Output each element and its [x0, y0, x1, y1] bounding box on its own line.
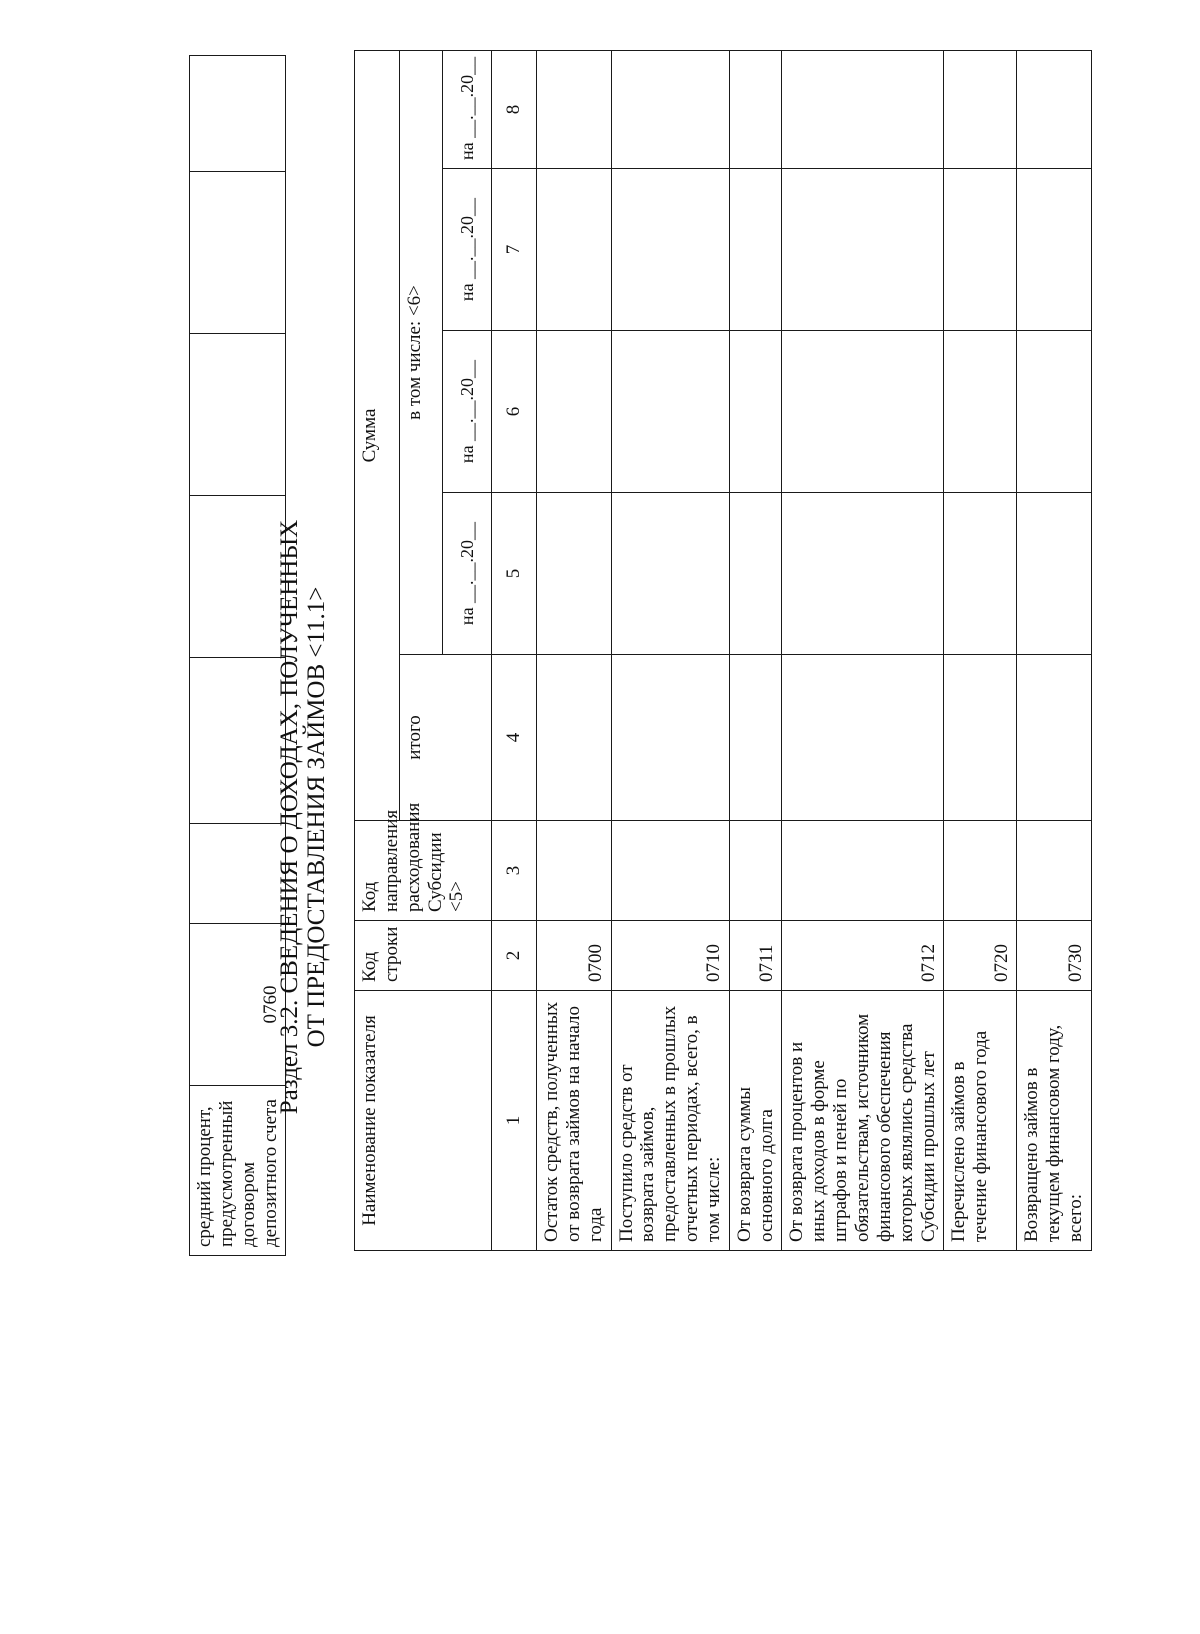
empty-cell [611, 169, 729, 331]
empty-cell [611, 331, 729, 493]
section-title-line1: Раздел 3.2. СВЕДЕНИЯ О ДОХОДАХ, ПОЛУЧЕННЫХ [276, 519, 303, 1115]
empty-cell [537, 169, 612, 331]
row-label: Возвращено займов в текущем финансовом году, всего: [1017, 991, 1092, 1251]
empty-cell [1017, 169, 1092, 331]
deposit-table [189, 55, 286, 1256]
column-number: 2 [492, 921, 537, 991]
empty-cell [729, 169, 782, 331]
header-total: итого [400, 655, 492, 821]
empty-cell [782, 50, 944, 168]
empty-cell [944, 169, 1017, 331]
table-row [729, 50, 782, 1250]
empty-cell [782, 169, 944, 331]
header-date-1: на __.__.20__ [443, 493, 492, 655]
empty-cell [1017, 50, 1092, 168]
header-including: в том числе: <6> [400, 50, 443, 654]
column-number: 1 [492, 991, 537, 1251]
row-code: 0720 [944, 921, 1017, 991]
empty-cell [729, 331, 782, 493]
table-row [537, 50, 612, 1250]
empty-cell [729, 493, 782, 655]
column-number-row [492, 50, 537, 1250]
empty-cell [611, 50, 729, 168]
row-label: Перечислено займов в течение финансового года [944, 991, 1017, 1251]
empty-cell [782, 493, 944, 655]
empty-cell [944, 493, 1017, 655]
empty-cell [537, 655, 612, 821]
empty-cell [729, 655, 782, 821]
empty-cell [611, 655, 729, 821]
empty-cell [729, 821, 782, 921]
empty-cell [537, 331, 612, 493]
table-row [782, 50, 944, 1250]
empty-cell [1017, 655, 1092, 821]
section-title-line2: ОТ ПРЕДОСТАВЛЕНИЯ ЗАЙМОВ <11.1> [303, 586, 330, 1048]
table-row [1017, 50, 1092, 1250]
empty-cell [190, 824, 286, 924]
empty-cell [944, 655, 1017, 821]
column-number: 8 [492, 50, 537, 168]
header-indicator: Наименование показателя [355, 991, 492, 1251]
empty-cell [944, 331, 1017, 493]
row-label: Поступило средств от возврата займов, предоставленных в прошлых отчетных периодах, всего, в том числе: [611, 991, 729, 1251]
row-code: 0710 [611, 921, 729, 991]
empty-cell [190, 334, 286, 496]
column-number: 6 [492, 331, 537, 493]
empty-cell [611, 821, 729, 921]
header-date-4: на __.__.20__ [443, 50, 492, 168]
column-number: 7 [492, 169, 537, 331]
empty-cell [944, 50, 1017, 168]
header-direction-code: Код направления расходования Субсидии <5> [355, 821, 492, 921]
row-code: 0730 [1017, 921, 1092, 991]
empty-cell [190, 56, 286, 172]
deposit-row-code: 0760 [190, 924, 286, 1086]
column-number: 4 [492, 655, 537, 821]
empty-cell [537, 493, 612, 655]
header-date-3: на __.__.20__ [443, 169, 492, 331]
header-row [355, 50, 400, 1250]
row-label: От возврата суммы основного долга [729, 991, 782, 1251]
empty-cell [537, 50, 612, 168]
empty-cell [782, 655, 944, 821]
deposit-row-label: средний процент, предусмотренный договором депозитного счета [190, 1086, 286, 1256]
empty-cell [1017, 331, 1092, 493]
empty-cell [729, 50, 782, 168]
row-code: 0711 [729, 921, 782, 991]
table-row [190, 56, 286, 1256]
empty-cell [1017, 821, 1092, 921]
header-date-2: на __.__.20__ [443, 331, 492, 493]
empty-cell [782, 821, 944, 921]
header-line-code: Код строки [355, 921, 492, 991]
empty-cell [611, 493, 729, 655]
row-code: 0712 [782, 921, 944, 991]
row-label: Остаток средств, полученных от возврата займов на начало года [537, 991, 612, 1251]
empty-cell [190, 658, 286, 824]
row-code: 0700 [537, 921, 612, 991]
header-sum: Сумма [355, 50, 400, 820]
empty-cell [537, 821, 612, 921]
empty-cell [782, 331, 944, 493]
table-row [944, 50, 1017, 1250]
empty-cell [190, 172, 286, 334]
empty-cell [1017, 493, 1092, 655]
loan-income-table [354, 50, 1092, 1251]
empty-cell [944, 821, 1017, 921]
row-label: От возврата процентов и иных доходов в форме штрафов и пеней по обязательствам, источником финансового обеспечения которых являлись средства Субсидии прошлых лет [782, 991, 944, 1251]
column-number: 3 [492, 821, 537, 921]
empty-cell [190, 496, 286, 658]
table-row [611, 50, 729, 1250]
column-number: 5 [492, 493, 537, 655]
